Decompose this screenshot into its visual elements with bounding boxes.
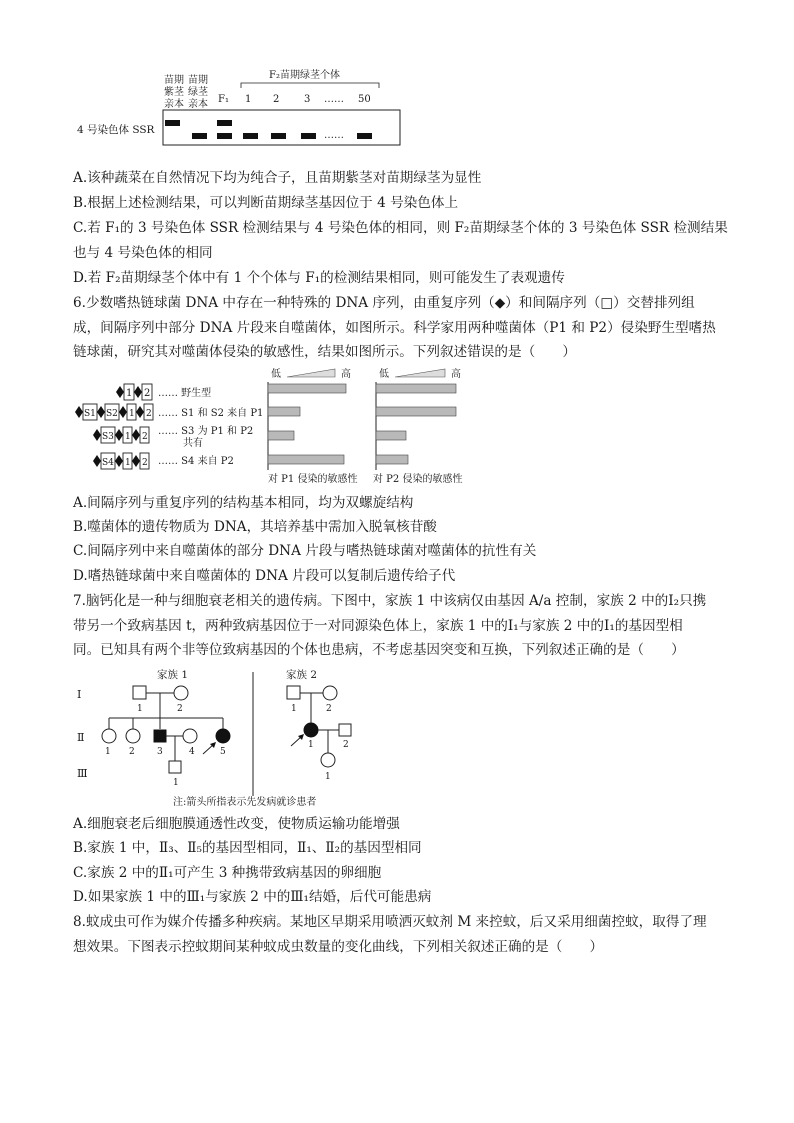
p2-bar-s3 [376, 431, 406, 440]
q7-option-d: D.如果家族 1 中的Ⅲ₁与家族 2 中的Ⅲ₁结婚，后代可能患病 [73, 889, 432, 905]
f1-ii2-female [126, 729, 140, 743]
f2-ii2-male [339, 724, 351, 736]
spacer-box-2-label: 2 [142, 458, 148, 468]
repeat-diamond [132, 429, 140, 441]
row-label-s3: …… S3 为 P1 和 P2 [158, 426, 254, 437]
col2-line3: 亲本 [188, 99, 208, 110]
band-f2-3 [301, 133, 316, 139]
f1-ii5-num: 5 [220, 747, 226, 757]
q7-option-b: B.家族 1 中，Ⅱ₃、Ⅱ₅的基因型相同，Ⅱ₁、Ⅱ₂的基因型相同 [73, 840, 422, 856]
f2-iii1-num: 1 [325, 772, 331, 782]
q6-option-b: B.噬菌体的遗传物质为 DNA，其培养基中需加入脱氧核苷酸 [73, 519, 437, 535]
spacer-box-1-label: 1 [125, 458, 131, 468]
f2-iii1-female [321, 753, 335, 767]
p1-low-label: 低 [271, 369, 281, 380]
f1-i1-num: 1 [137, 704, 143, 714]
band-green-parent [192, 133, 207, 139]
f2-i1-num: 1 [291, 704, 297, 714]
q7-option-a: A.细胞衰老后细胞膜通透性改变，使物质运输功能增强 [73, 816, 400, 832]
spacer-s3-label: S3 [102, 432, 114, 442]
band-f1-lower [217, 133, 232, 139]
ssr-gel-figure [73, 66, 403, 160]
band-f2-50 [357, 133, 372, 139]
f1-ii4-female [183, 729, 197, 743]
seq-row-s1-s2 [75, 404, 263, 420]
q5-option-a: A.该种蔬菜在自然情况下均为纯合子，且苗期紫茎对苗期绿茎为显性 [73, 170, 482, 186]
f1-iii1-male [169, 761, 181, 773]
p1-high-label: 高 [341, 369, 351, 380]
col2-line2: 绿茎 [188, 87, 208, 98]
q6-stem-2: 成，间隔序列中部分 DNA 片段来自噬菌体，如图所示。科学家用两种噬菌体（P1 和 P2）侵染野生型嗜热 [73, 320, 716, 336]
f1-ii2-num: 2 [129, 747, 135, 757]
spacer-s1-label: S1 [84, 409, 96, 419]
p1-caption: 对 P1 侵染的敏感性 [268, 474, 358, 485]
repeat-diamond [75, 406, 83, 418]
q5-option-d: D.若 F₂苗期绿茎个体中有 1 个个体与 F₁的检测结果相同，则可能发生了表观遗传 [73, 270, 565, 286]
f2-ii1-affected-female [304, 723, 318, 737]
f2-i2-num: 2 [326, 704, 332, 714]
q7-stem-2: 带另一个致病基因 t，两种致病基因位于一对同源染色体上，家族 1 中的Ⅰ₁与家族 2 中的Ⅰ₁的基因型相 [73, 618, 683, 634]
band-f2-1 [243, 133, 258, 139]
f2-col-50: 50 [358, 94, 371, 105]
p2-sensitivity-panel [373, 367, 462, 485]
gel-frame [163, 110, 400, 145]
f2-i2-female [323, 686, 337, 700]
q7-option-c: C.家族 2 中的Ⅱ₁可产生 3 种携带致病基因的卵细胞 [73, 865, 382, 881]
seq-row-wildtype [116, 384, 211, 400]
row-label-s4: …… S4 来自 P2 [158, 456, 234, 467]
col1-line3: 亲本 [164, 99, 184, 110]
seq-row-s3 [93, 424, 253, 449]
f2-col-dots: …… [324, 94, 344, 105]
repeat-diamond [119, 406, 127, 418]
repeat-diamond [115, 455, 123, 467]
repeat-diamond [132, 455, 140, 467]
p1-bar-s4 [268, 455, 344, 464]
row-label-wildtype: …… 野生型 [158, 388, 212, 399]
spacer-box-1-label: 1 [126, 388, 133, 399]
f2-col-3: 3 [304, 94, 311, 105]
col2-line1: 苗期 [188, 75, 208, 86]
p1-bar-wildtype [268, 384, 346, 393]
q5-option-c-cont: 也与 4 号染色体的相同 [73, 245, 213, 261]
f2-header: F₂苗期绿茎个体 [269, 70, 340, 81]
p2-bar-wildtype [376, 384, 456, 393]
p2-caption: 对 P2 侵染的敏感性 [373, 474, 463, 485]
gen-ii-label: Ⅱ [77, 731, 85, 744]
q6-option-c: C.间隔序列中来自噬菌体的部分 DNA 片段与嗜热链球菌对噬菌体的抗性有关 [73, 543, 537, 559]
family2-title: 家族 2 [286, 669, 318, 681]
q7-stem-3: 同。已知具有两个非等位致病基因的个体也患病，不考虑基因突变和互换，下列叙述正确的是（ ） [73, 642, 685, 658]
band-purple-parent [165, 120, 180, 126]
f1-i2-num: 2 [177, 704, 183, 714]
row-label: 4 号染色体 SSR [77, 124, 155, 136]
p1-sensitivity-panel [268, 367, 357, 485]
p1-bar-s3 [268, 431, 294, 440]
q6-stem-3: 链球菌，研究其对噬菌体侵染的敏感性，结果如图所示。下列叙述错误的是（ ） [73, 344, 576, 360]
f1-ii1-female [102, 729, 116, 743]
f2-ii2-num: 2 [343, 740, 349, 750]
family1-title: 家族 1 [157, 669, 189, 681]
repeat-diamond [136, 406, 144, 418]
repeat-diamond [134, 386, 142, 398]
col1-line2: 紫茎 [164, 87, 184, 98]
q5-option-c: C.若 F₁的 3 号染色体 SSR 检测结果与 4 号染色体的相同，则 F₂苗期绿茎个体的 3 号染色体 SSR 检测结果 [73, 220, 728, 236]
seq-row-s4 [93, 453, 234, 469]
q5-option-b: B.根据上述检测结果，可以判断苗期绿茎基因位于 4 号染色体上 [73, 195, 459, 211]
q8-stem-2: 想效果。下图表示控蚊期间某种蚊成虫数量的变化曲线，下列相关叙述正确的是（ ） [73, 939, 604, 955]
p2-high-label: 高 [451, 369, 461, 380]
f1-label: F₁ [218, 94, 229, 105]
spacer-box-2-label: 2 [142, 432, 148, 442]
q6-option-a: A.间隔序列与重复序列的结构基本相同，均为双螺旋结构 [73, 495, 414, 511]
repeat-diamond [93, 429, 101, 441]
f1-i1-male [133, 686, 146, 699]
f2-i1-male [287, 686, 300, 699]
spacer-box-2-label: 2 [144, 388, 151, 399]
p1-bar-s1-s2 [268, 407, 300, 416]
band-f1-upper [217, 120, 232, 126]
f2-col-1: 1 [245, 94, 252, 105]
f1-ii1-num: 1 [105, 747, 111, 757]
p2-wedge [395, 369, 445, 377]
spacer-box-2-label: 2 [146, 409, 152, 419]
f1-ii5-affected-female [216, 729, 230, 743]
q7-stem-1: 7.脑钙化是一种与细胞衰老相关的遗传病。下图中，家族 1 中该病仅由基因 A/a 控制，家族 2 中的Ⅰ₂只携 [73, 593, 707, 609]
repeat-diamond [97, 406, 105, 418]
col1-line1: 苗期 [164, 75, 184, 86]
gen-iii-label: Ⅲ [77, 767, 88, 780]
f2-bracket [241, 83, 379, 88]
q8-stem-1: 8.蚊成虫可作为媒介传播多种疾病。某地区早期采用喷洒灭蚊剂 M 来控蚊，后又采用细菌控蚊，取得了理 [73, 914, 707, 930]
repeat-diamond [93, 455, 101, 467]
spacer-s4-label: S4 [102, 458, 114, 468]
q6-stem-1: 6.少数嗜热链球菌 DNA 中存在一种特殊的 DNA 序列，由重复序列（◆）和间隔序列（□）交替排列组 [73, 295, 695, 311]
f1-ii3-affected-male [154, 730, 166, 742]
row-label-s1-s2: …… S1 和 S2 来自 P1 [158, 408, 264, 419]
band-f2-2 [271, 133, 286, 139]
p2-bar-s1-s2 [376, 407, 456, 416]
band-dots: …… [324, 130, 344, 141]
f2-ii1-num: 1 [308, 740, 314, 750]
crispr-figure [73, 364, 483, 486]
repeat-diamond [116, 386, 124, 398]
spacer-box-1-label: 1 [129, 409, 135, 419]
f1-iii1-num: 1 [173, 778, 179, 788]
p1-wedge [287, 369, 335, 377]
f1-i2-female [174, 686, 188, 700]
spacer-box-1-label: 1 [125, 432, 131, 442]
p2-bar-s4 [376, 455, 408, 464]
row-label-s3-cont: 共有 [183, 438, 203, 449]
pedigree-figure [73, 664, 373, 810]
f1-ii3-num: 3 [157, 747, 163, 757]
q6-option-d: D.嗜热链球菌中来自噬菌体的 DNA 片段可以复制后遗传给子代 [73, 568, 456, 584]
pedigree-note: 注:箭头所指表示先发病就诊患者 [173, 797, 317, 808]
f1-ii4-num: 4 [189, 747, 195, 757]
gen-i-label: Ⅰ [77, 688, 82, 701]
spacer-s2-label: S2 [106, 409, 118, 419]
p2-low-label: 低 [379, 369, 389, 380]
f2-col-2: 2 [273, 94, 280, 105]
repeat-diamond [115, 429, 123, 441]
